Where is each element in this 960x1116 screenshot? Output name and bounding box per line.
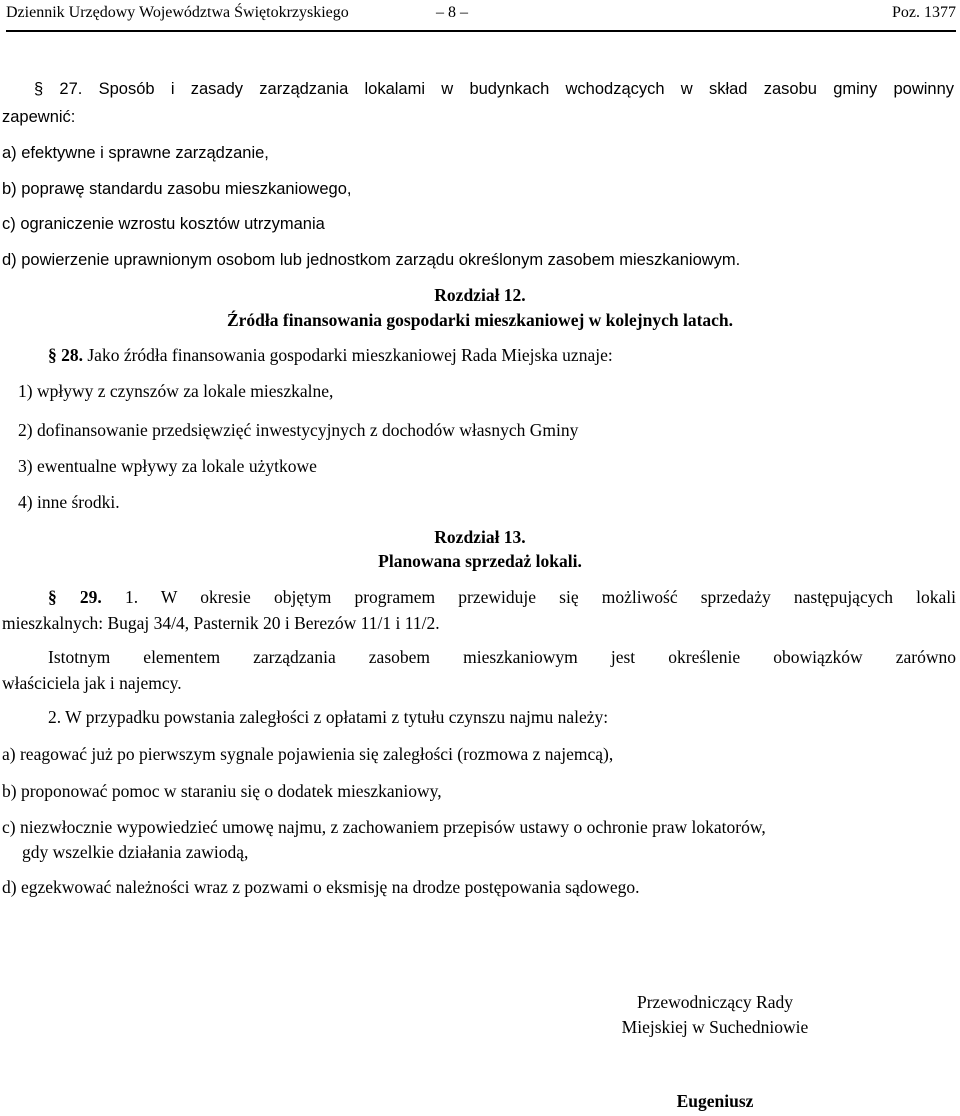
chapter12-title: Źródła finansowania gospodarki mieszkaniowej w kolejnych latach. [226,310,734,330]
para27-item-d: d) powierzenie uprawnionym osobom lub jednostkom zarządu określonym zasobem mieszkaniowym. [2,251,741,269]
para28-item-1: 1) wpływy z czynszów za lokale mieszkalne, [18,381,334,401]
position-number: Poz. 1377 [892,4,956,21]
chapter13-label: Rozdział 13. [434,527,526,547]
signature-role-line2: Miejskiej w Suchedniowie [621,1017,809,1037]
para29-point1-text: 1. W okresie objętym programem przewiduje się możliwość sprzedaży następujących lokali [124,587,956,607]
para29-note-first: Istotnym elementem zarządzania zasobem mieszkaniowym jest określenie obowiązków zarówno [48,647,956,667]
signature-name: Eugeniusz [676,1091,754,1111]
para28-number: § 28. [48,345,83,365]
para29-item-b: b) proponować pomoc w staraniu się o dodatek mieszkaniowy, [2,781,442,801]
para28-item-3: 3) ewentualne wpływy za lokale użytkowe [18,456,317,476]
para28-item-2: 2) dofinansowanie przedsięwzięć inwestycyjnych z dochodów własnych Gminy [18,420,579,440]
para29-item-c-cont: gdy wszelkie działania zawiodą, [22,842,249,862]
page-header [6,4,956,26]
para29-item-a: a) reagować już po pierwszym sygnale pojawienia się zaległości (rozmowa z najemcą), [2,744,614,764]
signature-role-line1: Przewodniczący Rady [637,992,793,1012]
para28-intro [48,346,613,365]
para27-first-line: § 27. Sposób i zasady zarządzania lokalami w budynkach wchodzących w skład zasobu gminy powinny [34,80,954,98]
para29-point2: 2. W przypadku powstania zaległości z opłatami z tytułu czynszu najmu należy: [48,707,609,727]
journal-title: Dziennik Urzędowy Województwa Świętokrzyskiego [6,4,349,21]
para27-item-a: a) efektywne i sprawne zarządzanie, [2,144,269,162]
chapter13-title: Planowana sprzedaż lokali. [378,551,582,571]
para27-item-b: b) poprawę standardu zasobu mieszkaniowego, [2,180,352,198]
para29-point1-first [48,588,956,607]
chapter12-label: Rozdział 12. [434,285,526,305]
para29-item-c: c) niezwłocznie wypowiedzieć umowę najmu, z zachowaniem przepisów ustawy o ochronie praw lokatorów, [2,817,766,837]
header-rule [6,30,956,32]
para27-item-c: c) ograniczenie wzrostu kosztów utrzymania [2,215,325,233]
page-number: – 8 – [436,4,468,21]
para29-number: § 29. [48,587,102,607]
para27-second-line: zapewnić: [2,108,76,126]
para29-point1-second: mieszkalnych: Bugaj 34/4, Pasternik 20 i Berezów 11/1 i 11/2. [2,613,440,633]
para29-item-d: d) egzekwować należności wraz z pozwami o eksmisję na drodze postępowania sądowego. [2,877,640,897]
para28-item-4: 4) inne środki. [18,492,120,512]
para28-intro-text: Jako źródła finansowania gospodarki mieszkaniowej Rada Miejska uznaje: [87,345,613,365]
para29-note-second: właściciela jak i najemcy. [2,673,182,693]
